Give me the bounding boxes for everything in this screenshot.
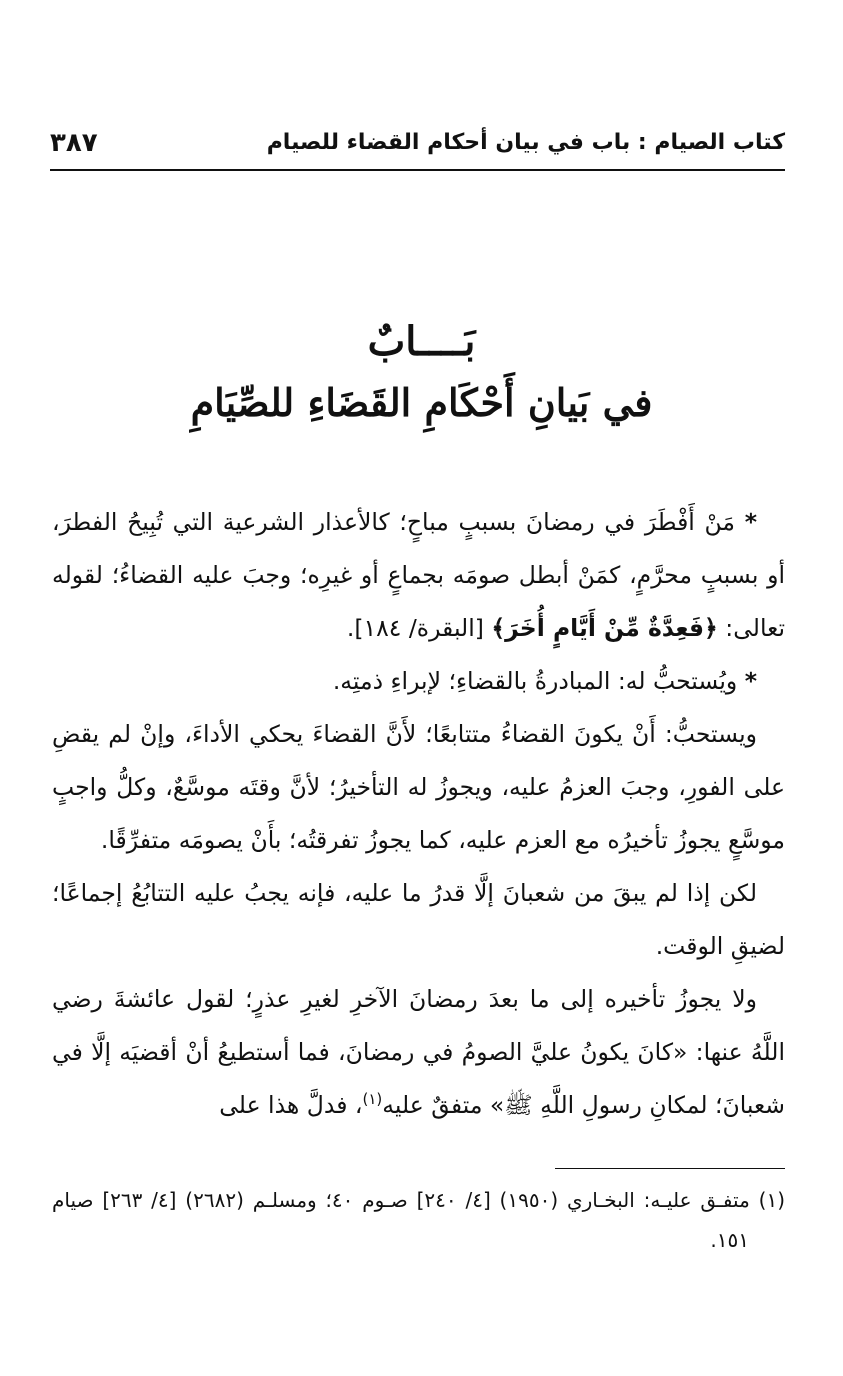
footnote-reference[interactable]: (١) <box>362 1090 383 1109</box>
chapter-title: في بَيانِ أَحْكَامِ القَضَاءِ للصِّيَامِ <box>190 380 653 425</box>
paragraph-text: ويستحبُّ: أَنْ يكونَ القضاءُ متتابعًا؛ لأَنَّ القضاءَ يحكي الأداءَ، وإنْ لم يقضِ على الفورِ، وجبَ العزمُ عليه، ويجوزُ له التأخيرُ؛ لأنَّ وقتَه موسَّعٌ، وكلُّ واجبٍ موسَّعٍ يجوزُ تأخيرُه مع العزم عليه، كما يجوزُ تفرقتُه؛ بأَنْ يصومَه متفرِّقًا. <box>52 720 785 854</box>
footnote-text: متفـق عليـه: البخـاري (١٩٥٠) [٤/ ٢٤٠] صـوم ٤٠؛ ومسلـم (٢٦٨٢) [٤/ ٢٦٣] صيام ١٥١. <box>52 1188 750 1252</box>
paragraph-text: ويُستحبُّ له: المبادرةُ بالقضاءِ؛ لإبراءِ ذمتِه. <box>332 667 738 695</box>
star-marker: * <box>744 508 757 536</box>
page-number: ٣٨٧ <box>50 128 98 158</box>
paragraph-text: لكن إذا لم يبقَ من شعبانَ إلَّا قدرُ ما عليه، فإنه يجبُ عليه التتابُعُ إجماعًا؛ لضيقِ الوقت. <box>52 879 785 960</box>
running-title: كتاب الصيام : باب في بيان أحكام القضاء للصيام <box>266 130 785 155</box>
body-text <box>52 496 785 1132</box>
footnotes <box>52 1180 785 1260</box>
paragraph-text: مَنْ أَفْطَرَ في رمضانَ بسببٍ مباحٍ؛ كالأعذار الشرعية التي تُبِيحُ الفطرَ، أو بسببٍ محرَّمٍ، كمَنْ أبطل صومَه بجماعٍ أو غيرِه؛ وجبَ عليه القضاءُ؛ لقوله تعالى: <box>52 508 785 642</box>
paragraph-text: ولا يجوزُ تأخيره إلى ما بعدَ رمضانَ الآخرِ لغيرِ عذرٍ؛ لقول عائشةَ رضي اللَّهُ عنها: «كانَ يكونُ عليَّ الصومُ في رمضانَ، فما أستطيعُ أنْ أقضيَه إلَّا في شعبانَ؛ لمكانِ رسولِ اللَّهِ ﷺ» متفقٌ عليه <box>52 985 785 1119</box>
paragraph-text: ، فدلَّ هذا على <box>219 1091 363 1119</box>
paragraph <box>52 708 785 867</box>
footnote-rule <box>555 1168 785 1169</box>
star-marker: * <box>744 667 757 695</box>
quran-reference: [البقرة/ ١٨٤]. <box>346 614 484 642</box>
running-header <box>50 126 785 166</box>
header-rule <box>50 169 785 171</box>
quran-quote: ﴿فَعِدَّةٌ مِّنْ أَيَّامٍ أُخَرَ﴾ <box>491 614 718 642</box>
paragraph <box>52 496 785 655</box>
footnote-number: (١) <box>758 1188 785 1212</box>
paragraph <box>52 867 785 973</box>
footnote <box>52 1180 785 1260</box>
paragraph <box>52 973 785 1132</box>
chapter-label: بَــــابٌ <box>367 318 476 365</box>
paragraph <box>52 655 785 708</box>
